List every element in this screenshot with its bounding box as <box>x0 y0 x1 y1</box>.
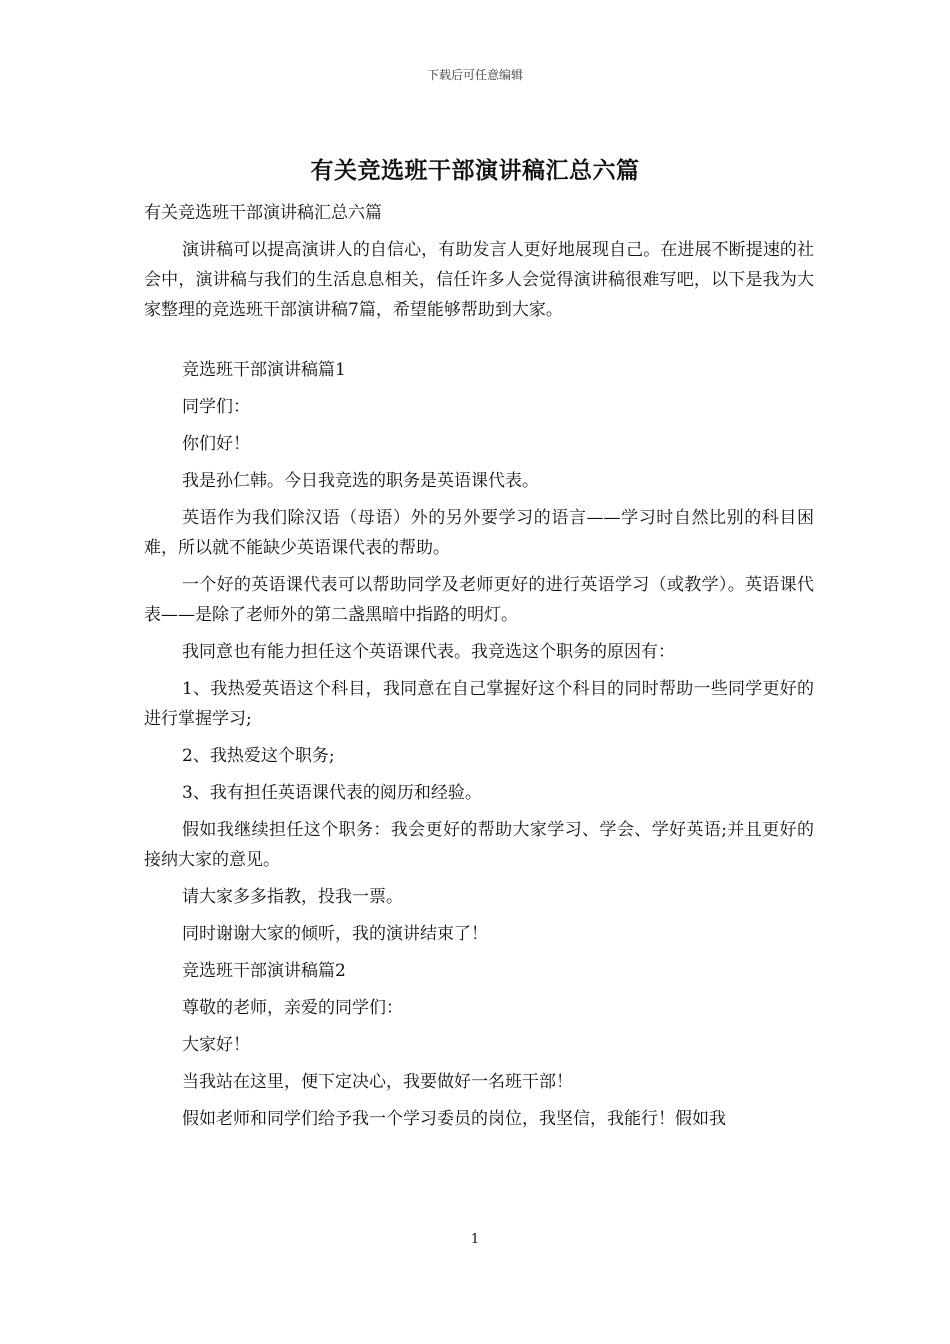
body-paragraph: 当我站在这里，便下定决心，我要做好一名班干部！ <box>182 1072 573 1092</box>
body-paragraph: 竞选班干部演讲稿篇1 <box>182 360 346 380</box>
body-paragraph: 1、我热爱英语这个科目，我同意在自己掌握好这个科目的同时帮助一些同学更好的进行掌握学习; <box>144 679 814 729</box>
body-paragraph: 尊敬的老师，亲爱的同学们： <box>182 998 403 1018</box>
body-paragraph: 同时谢谢大家的倾听，我的演讲结束了！ <box>182 924 488 944</box>
body-paragraph: 英语作为我们除汉语（母语）外的另外要学习的语言——学习时自然比别的科目困难，所以就不能缺少英语课代表的帮助。 <box>144 508 814 558</box>
body-paragraph: 大家好！ <box>182 1035 250 1055</box>
body-paragraph: 你们好！ <box>182 434 250 454</box>
page-number: 1 <box>470 1232 480 1247</box>
body-paragraph: 假如我继续担任这个职务：我会更好的帮助大家学习、学会、学好英语;并且更好的接纳大家的意见。 <box>144 820 814 870</box>
body-paragraph: 3、我有担任英语课代表的阅历和经验。 <box>182 783 482 803</box>
document-body <box>144 198 814 1141</box>
body-paragraph: 一个好的英语课代表可以帮助同学及老师更好的进行英语学习（或教学）。英语课代表——是除了老师外的第二盏黑暗中指路的明灯。 <box>144 575 814 625</box>
body-paragraph: 我是孙仁韩。今日我竞选的职务是英语课代表。 <box>182 471 539 491</box>
body-paragraph: 假如老师和同学们给予我一个学习委员的岗位，我坚信，我能行！假如我 <box>182 1109 726 1129</box>
page-header: 下载后可任意编辑 <box>426 68 523 82</box>
document-title: 有关竞选班干部演讲稿汇总六篇 <box>310 158 640 184</box>
body-paragraph: 我同意也有能力担任这个英语课代表。我竞选这个职务的原因有： <box>182 642 675 662</box>
body-paragraph: 请大家多多指教，投我一票。 <box>182 887 403 907</box>
body-paragraph: 有关竞选班干部演讲稿汇总六篇 <box>144 203 382 223</box>
body-paragraph: 2、我热爱这个职务; <box>182 746 335 766</box>
body-paragraph: 竞选班干部演讲稿篇2 <box>182 961 346 981</box>
body-paragraph: 演讲稿可以提高演讲人的自信心，有助发言人更好地展现自己。在进展不断提速的社会中，演讲稿与我们的生活息息相关，信任许多人会觉得演讲稿很难写吧，以下是我为大家整理的竞选班干部演讲稿7篇，希望能够帮助到大家。 <box>144 240 814 320</box>
body-paragraph: 同学们： <box>182 397 250 417</box>
